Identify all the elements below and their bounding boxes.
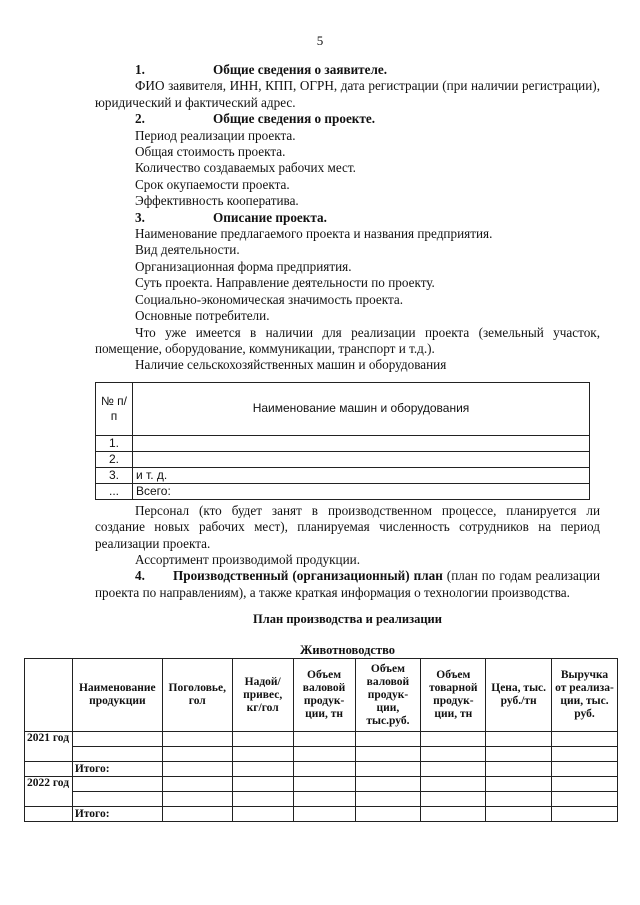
total-label: Итого:	[72, 807, 162, 822]
section-3-available: Что уже имеется в наличии для реализации проекта (земельный участок, помещение, оборудование, коммуникации, транспорт и т.д.).	[95, 324, 600, 356]
page-number: 5	[316, 33, 324, 48]
header-livestock: Поголовье, гол	[162, 659, 232, 732]
section-3-machinery: Наличие сельскохозяйственных машин и оборудования	[135, 357, 447, 373]
header-name: Наименование машин и оборудования	[133, 382, 590, 435]
livestock-table	[24, 658, 618, 822]
section-2-item: Количество создаваемых рабочих мест.	[135, 160, 356, 176]
section-3-item: Суть проекта. Направление деятельности по проекту.	[135, 275, 435, 291]
table-row: 1.	[96, 435, 590, 451]
table-row: ... Всего:	[96, 483, 590, 499]
table-row-total	[25, 762, 618, 777]
livestock-title: Животноводство	[299, 642, 396, 657]
year-2021: 2021 год	[25, 732, 73, 762]
section-2-item: Общая стоимость проекта.	[135, 144, 286, 160]
section-3-item: Социально-экономическая значимость проекта.	[135, 291, 404, 307]
header-price: Цена, тыс. руб./тн	[486, 659, 552, 732]
table-row	[25, 792, 618, 807]
section-4-text: 4. Производственный (организационный) план (план по годам реализации проекта по направлениям), а также краткая информация о технологии производства.	[95, 568, 600, 600]
header-commodity-tn: Объем товарной продук- ции, тн	[421, 659, 486, 732]
section-2-item: Период реализации проекта.	[135, 127, 296, 143]
header-revenue: Выручка от реализа- ции, тыс. руб.	[552, 659, 618, 732]
section-3-item: Организационная форма предприятия.	[135, 258, 352, 274]
header-yield: Надой/ привес, кг/гол	[232, 659, 293, 732]
year-2022: 2022 год	[25, 777, 73, 807]
header-gross-rub: Объем валовой продук- ции, тыс.руб.	[355, 659, 421, 732]
section-3-heading: 3. Описание проекта.	[135, 209, 327, 225]
table-row	[25, 732, 618, 747]
table-row-total	[25, 807, 618, 822]
section-3-item: Основные потребители.	[135, 308, 270, 324]
table-row	[25, 747, 618, 762]
livestock-table-header	[25, 659, 618, 732]
table-row: 3. и т. д.	[96, 467, 590, 483]
header-product: Наименование продукции	[72, 659, 162, 732]
section-4-heading: Производственный (организационный) план	[173, 568, 443, 584]
personnel-text: Персонал (кто будет занят в производственном процессе, планируется ли создание новых рабочих мест), планируемая численность сотрудников на период реализации проекта.	[95, 502, 600, 551]
table-row	[25, 777, 618, 792]
section-2-item: Эффективность кооператива.	[135, 193, 299, 209]
section-2-heading: 2. Общие сведения о проекте.	[135, 111, 376, 127]
assortment-text: Ассортимент производимой продукции.	[135, 551, 361, 567]
plan-title: План производства и реализации	[253, 612, 442, 627]
section-2-item: Срок окупаемости проекта.	[135, 176, 290, 192]
section-1-text: ФИО заявителя, ИНН, КПП, ОГРН, дата регистрации (при наличии регистрации), юридический и фактический адрес.	[95, 78, 600, 110]
section-3-item: Наименование предлагаемого проекта и названия предприятия.	[135, 226, 493, 242]
document-body	[95, 62, 600, 658]
machinery-table	[95, 382, 590, 500]
machinery-table-header	[96, 382, 590, 435]
total-label: Итого:	[72, 762, 162, 777]
header-num: № п/п	[96, 382, 133, 435]
table-row: 2.	[96, 451, 590, 467]
header-gross-tn: Объем валовой продук- ции, тн	[293, 659, 355, 732]
section-1-heading: 1. Общие сведения о заявителе.	[135, 62, 388, 77]
section-3-item: Вид деятельности.	[135, 242, 240, 258]
